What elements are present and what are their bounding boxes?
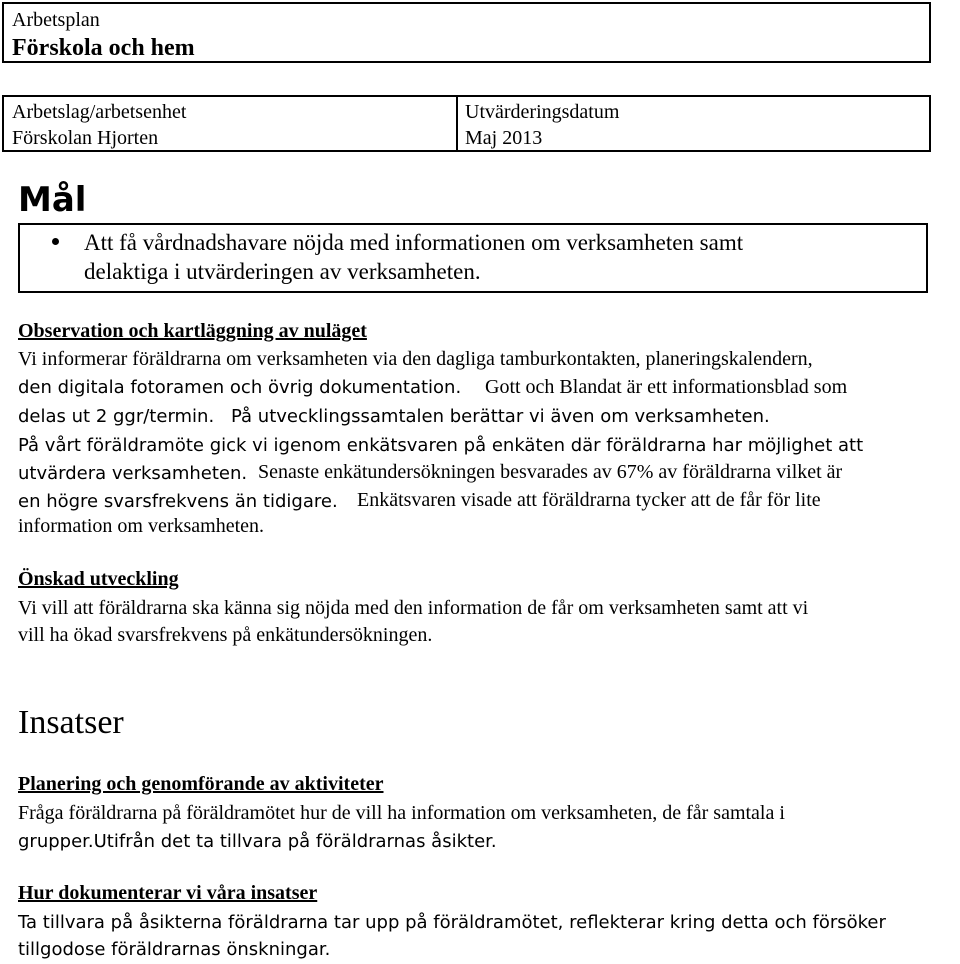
info-box <box>2 95 931 152</box>
observation-line-7b: Enkätsvaren visade att föräldrarna tycker att de får för lite <box>357 489 821 511</box>
plan-title: Förskola och hem <box>12 35 195 61</box>
observation-line-4b: På utvecklingssamtalen berättar vi även om verksamheten. <box>231 406 770 427</box>
date-label: Utvärderingsdatum <box>465 101 620 123</box>
development-line-2: vill ha ökad svarsfrekvens på enkätundersökningen. <box>18 624 433 646</box>
efforts-heading: Insatser <box>18 704 124 741</box>
development-heading: Önskad utveckling <box>18 568 179 590</box>
observation-heading: Observation och kartläggning av nuläget <box>18 320 367 342</box>
bullet-icon <box>52 238 59 245</box>
development-line-1: Vi vill att föräldrarna ska känna sig nöjda med den information de får om verksamheten samt att vi <box>18 597 809 619</box>
observation-line-4: delas ut 2 ggr/termin. <box>18 406 215 427</box>
observation-line-1: Vi informerar föräldrarna om verksamheten via den dagliga tamburkontakten, planeringskalendern, <box>18 348 813 370</box>
planning-heading: Planering och genomförande av aktiviteter <box>18 773 384 795</box>
observation-line-7a: en högre svarsfrekvens än tidigare. <box>18 491 338 512</box>
plan-label: Arbetsplan <box>12 9 100 31</box>
team-label: Arbetslag/arbetsenhet <box>12 101 187 123</box>
plan-header-box <box>2 2 931 63</box>
team-value: Förskolan Hjorten <box>12 127 159 149</box>
documentation-line-1: Ta tillvara på åsikterna föräldrarna tar upp på föräldramötet, reflekterar kring detta och försöker <box>18 912 886 933</box>
planning-line-2: grupper.Utifrån det ta tillvara på föräldrarnas åsikter. <box>18 831 497 852</box>
documentation-heading: Hur dokumenterar vi våra insatser <box>18 882 318 904</box>
goal-box <box>18 223 928 293</box>
goal-bullet-line1: Att få vårdnadshavare nöjda med informationen om verksamheten samt <box>84 230 744 255</box>
info-divider <box>456 97 458 150</box>
planning-line-1: Fråga föräldrarna på föräldramötet hur de vill ha information om verksamheten, de får samtala i <box>18 802 785 824</box>
observation-line-8: information om verksamheten. <box>18 515 265 537</box>
observation-line-6b: Senaste enkätundersökningen besvarades av 67% av föräldrarna vilket är <box>258 461 843 483</box>
observation-line-6a: utvärdera verksamheten. <box>18 463 248 484</box>
goal-heading: Mål <box>18 180 87 220</box>
goal-bullet-line2: delaktiga i utvärderingen av verksamheten. <box>84 259 481 284</box>
documentation-line-2: tillgodose föräldrarnas önskningar. <box>18 939 331 960</box>
observation-line-3: Gott och Blandat är ett informationsblad som <box>485 376 848 398</box>
date-value: Maj 2013 <box>465 127 543 149</box>
observation-line-2: den digitala fotoramen och övrig dokumentation. <box>18 377 462 398</box>
observation-line-5: På vårt föräldramöte gick vi igenom enkätsvaren på enkäten där föräldrarna har möjlighet att <box>18 435 864 456</box>
